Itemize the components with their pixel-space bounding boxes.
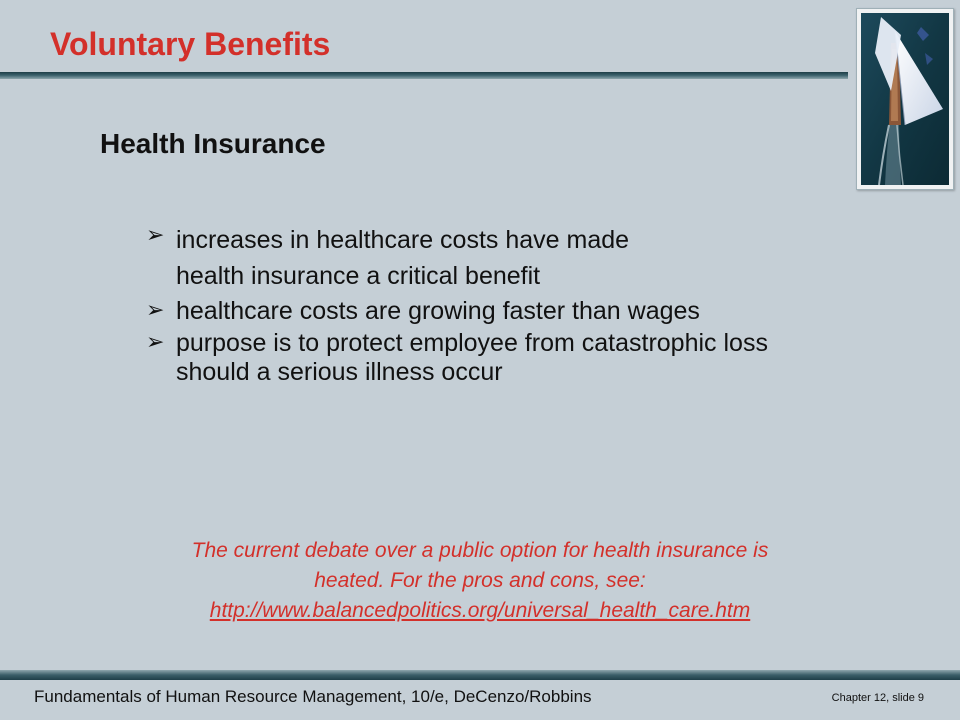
arrow-bullet-icon: ➢ <box>146 222 165 247</box>
arrow-bullet-icon: ➢ <box>146 329 165 354</box>
note-line: heated. For the pros and cons, see: <box>314 569 646 592</box>
pros-cons-link[interactable]: http://www.balancedpolitics.org/universal_health_care.htm <box>209 599 751 622</box>
slide-number: Chapter 12, slide 9 <box>831 692 924 704</box>
bullet-item <box>146 222 786 294</box>
bullet-text-line: increases in healthcare costs have made <box>176 226 630 254</box>
bullet-text: healthcare costs are growing faster than wages <box>176 297 700 325</box>
sailboat-photo-frame <box>856 8 954 190</box>
arrow-bullet-icon: ➢ <box>146 297 165 322</box>
section-heading: Health Insurance <box>100 128 326 159</box>
slide-title: Voluntary Benefits <box>50 26 331 62</box>
footer-divider <box>0 670 960 680</box>
note-line: The current debate over a public option for health insurance is <box>191 539 769 562</box>
bullet-item <box>146 329 786 387</box>
bullet-list <box>146 222 786 390</box>
sailboat-photo <box>861 13 949 185</box>
bullet-text: purpose is to protect employee from catastrophic loss should a serious illness occur <box>176 329 768 386</box>
bullet-item <box>146 297 786 326</box>
book-citation: Fundamentals of Human Resource Management, 10/e, DeCenzo/Robbins <box>34 687 592 706</box>
title-divider <box>0 72 848 79</box>
debate-note <box>80 536 880 626</box>
bullet-text-line: health insurance a critical benefit <box>176 262 541 290</box>
